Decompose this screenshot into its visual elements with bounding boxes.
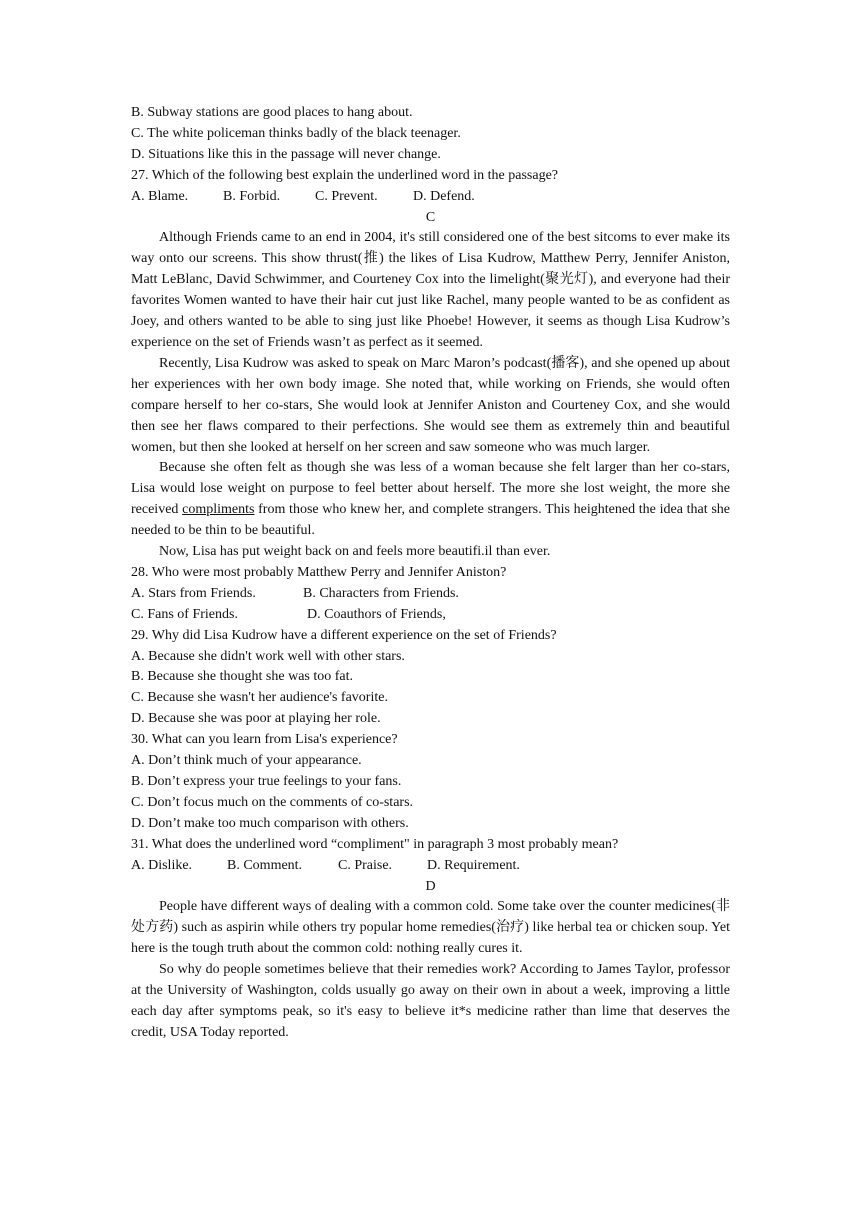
option-b-q26: B. Subway stations are good places to hang about. — [131, 105, 413, 120]
q30-option-c: C. Don’t focus much on the comments of co-stars. — [131, 794, 414, 810]
question-28: 28. Who were most probably Matthew Perry and Jennifer Aniston? — [131, 564, 507, 580]
q29-option-d: D. Because she was poor at playing her role. — [131, 711, 381, 727]
q29-option-c: C. Because she wasn't her audience's favorite. — [131, 690, 388, 706]
section-d-paragraph-1: People have different ways of dealing with a common cold. Some take over the counter medicines(非处方药) such as aspirin while others try popular home remedies(治疗) like herbal tea or chicken soup. Yet here is the tough truth about the common cold: nothing really cures it. — [131, 899, 730, 957]
q31-option-c: C. Praise. — [338, 857, 393, 873]
section-c-paragraph-2: Recently, Lisa Kudrow was asked to speak on Marc Maron’s podcast(播客), and she opened up about her experiences with her own body image. She noted that, while working on Friends, she would often compare herself to her co-stars, She would look at Jennifer Aniston and Courteney Cox, and she would then see her flaws compared to their perfections. She would see them as extremely thin and beautiful women, but then she looked at herself on her screen and saw someone who was much larger. — [131, 355, 730, 455]
q27-option-d: D. Defend. — [413, 188, 475, 204]
q29-option-b: B. Because she thought she was too fat. — [131, 669, 354, 685]
question-27: 27. Which of the following best explain the underlined word in the passage? — [131, 167, 559, 183]
q28-option-a: A. Stars from Friends. — [131, 585, 256, 601]
question-28-options-row-2 — [131, 605, 730, 626]
section-d-heading: D — [425, 878, 436, 894]
question-27-options — [131, 187, 730, 208]
underlined-word-compliments: compliments — [182, 502, 255, 518]
question-31: 31. What does the underlined word “compliment" in paragraph 3 most probably mean? — [131, 836, 619, 852]
q28-option-d: D. Coauthors of Friends, — [307, 606, 446, 622]
q31-option-d: D. Requirement. — [427, 857, 520, 873]
q27-option-c: C. Prevent. — [315, 188, 378, 204]
section-c-paragraph-3 — [131, 458, 730, 542]
question-29: 29. Why did Lisa Kudrow have a different experience on the set of Friends? — [131, 627, 557, 643]
section-c-heading: C — [425, 209, 436, 225]
question-28-options-row-1 — [131, 584, 730, 605]
q30-option-d: D. Don’t make too much comparison with others. — [131, 815, 409, 831]
paragraph-3-text-end: from those who knew her, and complete strangers. This heightened the idea that she needed to be thin to be beautiful. — [131, 502, 730, 539]
q31-option-a: A. Dislike. — [131, 857, 193, 873]
section-c-paragraph-4: Now, Lisa has put weight back on and feels more beautifi.il than ever. — [159, 544, 551, 560]
section-d-paragraph-2: So why do people sometimes believe that their remedies work? According to James Taylor, professor at the University of Washington, colds usually go away on their own in about a week, improving a little each day after symptoms peak, so it's easy to believe it*s medicine rather than lime that deserves the credit, USA Today reported. — [131, 962, 730, 1040]
q27-option-a: A. Blame. — [131, 188, 189, 204]
question-31-options — [131, 856, 730, 877]
q31-option-b: B. Comment. — [227, 857, 303, 873]
q30-option-b: B. Don’t express your true feelings to your fans. — [131, 774, 402, 789]
q29-option-a: A. Because she didn't work well with other stars. — [131, 648, 405, 664]
q28-option-b: B. Characters from Friends. — [303, 585, 459, 601]
q30-option-a: A. Don’t think much of your appearance. — [131, 753, 362, 769]
question-30: 30. What can you learn from Lisa's experience? — [131, 732, 398, 748]
exam-page — [131, 103, 730, 1044]
option-c-q26: C. The white policeman thinks badly of the black teenager. — [131, 125, 461, 141]
q28-option-c: C. Fans of Friends. — [131, 606, 238, 622]
paragraph-3-text-start: Because she often felt as though she was less of a woman because she felt larger than her co-stars, Lisa would lose weight on purpose to feel better about herself. The more she lost weight, the more she received — [131, 460, 730, 518]
section-c-paragraph-1: Although Friends came to an end in 2004, it's still considered one of the best sitcoms to ever make its way onto our screens. This show thrust(推) the likes of Lisa Kudrow, Matthew Perry, Jennifer Aniston, Matt LeBlanc, David Schwimmer, and Courteney Cox into the limelight(聚光灯), and everyone had their favorites Women wanted to have their hair cut just like Rachel, many people wanted to be as confident as Joey, and others wanted to be able to sing just like Phoebe! However, it seems as though Lisa Kudrow’s experience on the set of Friends wasn’t as perfect as it seemed. — [131, 230, 730, 350]
option-d-q26: D. Situations like this in the passage will never change. — [131, 146, 441, 162]
q27-option-b: B. Forbid. — [223, 188, 281, 204]
